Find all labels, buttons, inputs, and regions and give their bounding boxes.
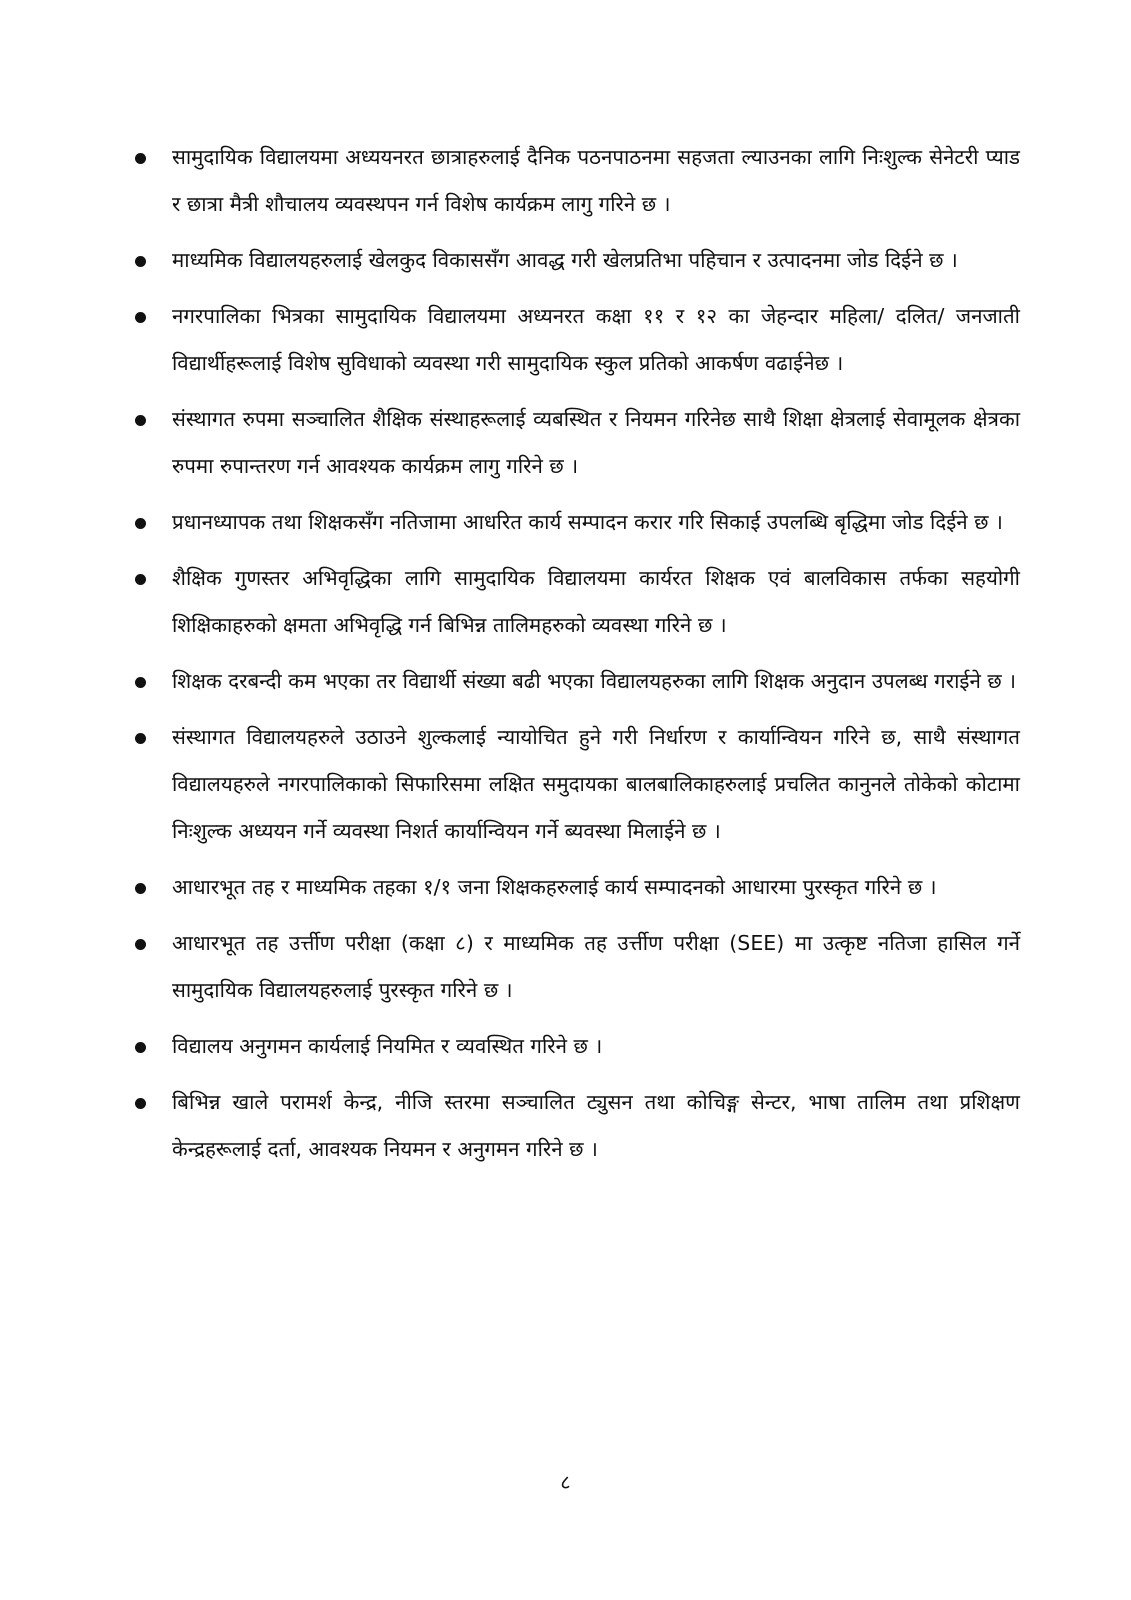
list-item (132, 864, 1020, 911)
bullet-dot-icon (135, 677, 146, 688)
bullet-dot-icon (135, 939, 146, 950)
list-item (132, 920, 1020, 1014)
bullet-dot-icon (135, 256, 146, 267)
list-item-text: संस्थागत रुपमा सञ्चालित शैक्षिक संस्थाहरूलाई व्यबस्थित र नियमन गरिनेछ साथै शिक्षा क्षेत्रलाई सेवामूलक क्षेत्रका रुपमा रुपान्तरण गर्न आवश्यक कार्यक्रम लागु गरिने छ । (172, 407, 1020, 478)
list-item-text: संस्थागत विद्यालयहरुले उठाउने शुल्कलाई न्यायोचित हुने गरी निर्धारण र कार्यान्वियन गरिने छ, साथै संस्थागत विद्यालयहरुले नगरपालिकाको सिफारिसमा लक्षित समुदायका बालबालिकाहरुलाई प्रचलित कानुनले तोकेको कोटामा निःशुल्क अध्ययन गर्ने व्यवस्था निशर्त कार्यान्वियन गर्ने ब्यवस्था मिलाईने छ । (172, 725, 1020, 843)
bullet-dot-icon (135, 733, 146, 744)
list-item (132, 714, 1020, 855)
bullet-dot-icon (135, 883, 146, 894)
list-item-text: बिभिन्न खाले परामर्श केन्द्र, नीजि स्तरमा सञ्चालित ट्युसन तथा कोचिङ्ग सेन्टर, भाषा तालिम तथा प्रशिक्षण केन्द्रहरूलाई दर्ता, आवश्यक नियमन र अनुगमन गरिने छ । (172, 1090, 1020, 1161)
page-number: ८ (560, 1470, 571, 1494)
list-item (132, 134, 1020, 228)
bullet-dot-icon (135, 1042, 146, 1053)
bullet-dot-icon (135, 1098, 146, 1109)
policy-bullet-list (132, 134, 1020, 1182)
bullet-dot-icon (135, 153, 146, 164)
list-item-text: प्रधानध्यापक तथा शिक्षकसँग नतिजामा आधरित कार्य सम्पादन करार गरि सिकाई उपलब्धि बृद्धिमा जोड दिईने छ । (172, 510, 1003, 534)
list-item-text: आधारभूत तह र माध्यमिक तहका १/१ जना शिक्षकहरुलाई कार्य सम्पादनको आधारमा पुरस्कृत गरिने छ । (172, 875, 937, 899)
list-item (132, 293, 1020, 387)
list-item (132, 658, 1020, 705)
bullet-dot-icon (135, 574, 146, 585)
bullet-dot-icon (135, 415, 146, 426)
list-item (132, 555, 1020, 649)
list-item (132, 237, 1020, 284)
list-item (132, 499, 1020, 546)
list-item-text: शैक्षिक गुणस्तर अभिवृद्धिका लागि सामुदायिक विद्यालयमा कार्यरत शिक्षक एवं बालविकास तर्फका सहयोगी शिक्षिकाहरुको क्षमता अभिवृद्धि गर्न बिभिन्न तालिमहरुको व्यवस्था गरिने छ । (172, 566, 1020, 637)
list-item (132, 1079, 1020, 1173)
list-item-text: आधारभूत तह उर्त्तीण परीक्षा (कक्षा ८) र माध्यमिक तह उर्त्तीण परीक्षा (SEE) मा उत्कृष्ट नतिजा हासिल गर्ने सामुदायिक विद्यालयहरुलाई पुरस्कृत गरिने छ । (172, 931, 1020, 1002)
list-item-text: सामुदायिक विद्यालयमा अध्ययनरत छात्राहरुलाई दैनिक पठनपाठनमा सहजता ल्याउनका लागि निःशुल्क सेनेटरी प्याड र छात्रा मैत्री शौचालय व्यवस्थपन गर्न विशेष कार्यक्रम लागु गरिने छ । (172, 145, 1020, 216)
bullet-dot-icon (135, 518, 146, 529)
list-item (132, 1023, 1020, 1070)
list-item (132, 396, 1020, 490)
list-item-text: माध्यमिक विद्यालयहरुलाई खेलकुद विकाससँग आवद्ध गरी खेलप्रतिभा पहिचान र उत्पादनमा जोड दिईने छ । (172, 248, 958, 272)
list-item-text: विद्यालय अनुगमन कार्यलाई नियमित र व्यवस्थित गरिने छ । (172, 1034, 603, 1058)
list-item-text: नगरपालिका भित्रका सामुदायिक विद्यालयमा अध्यनरत कक्षा ११ र १२ का जेहन्दार महिला/ दलित/ जनजाती विद्यार्थीहरूलाई विशेष सुविधाको व्यवस्था गरी सामुदायिक स्कुल प्रतिको आकर्षण वढाईनेछ । (172, 304, 1020, 375)
bullet-dot-icon (135, 312, 146, 323)
list-item-text: शिक्षक दरबन्दी कम भएका तर विद्यार्थी संख्या बढी भएका विद्यालयहरुका लागि शिक्षक अनुदान उपलब्ध गराईने छ । (172, 669, 1017, 693)
